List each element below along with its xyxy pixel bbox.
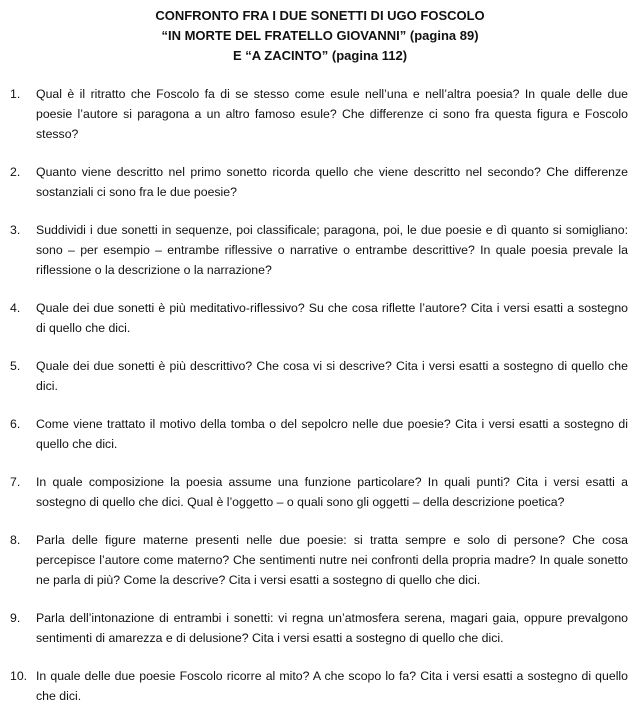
question-text: Parla dell’intonazione di entrambi i sonetti: vi regna un’atmosfera serena, magari gaia, oppure prevalgono sentimenti di amarezza e di delusione? Cita i versi esatti a sostegno di quello che dici. — [36, 611, 628, 645]
question-text: Quale dei due sonetti è più meditativo-riflessivo? Su che cosa riflette l’autore? Cita i versi esatti a sostegno di quello che dici. — [36, 301, 628, 335]
question-item — [10, 530, 630, 590]
title-line-3: E “A ZACINTO” (pagina 112) — [232, 48, 408, 63]
question-item — [10, 298, 630, 338]
question-number: 6. — [10, 417, 21, 431]
question-number: 1. — [10, 87, 21, 101]
question-text: In quale composizione la poesia assume una funzione particolare? In quali punti? Cita i versi esatti a sostegno di quello che dici. Qual è l’oggetto – o quali sono gli oggetti – della descrizione poetica? — [36, 475, 628, 509]
question-list — [10, 84, 630, 706]
question-text: Suddividi i due sonetti in sequenze, poi classificale; paragona, poi, le due poesie e dì quanto si somigliano: sono – per esempio – entrambe riflessive o narrative o entrambe descrittive? In quale poesia prevale la riflessione o la descrizione o la narrazione? — [36, 223, 628, 277]
question-text: In quale delle due poesie Foscolo ricorre al mito? A che scopo lo fa? Cita i versi esatti a sostegno di quello che dici. — [36, 669, 628, 703]
question-item — [10, 162, 630, 202]
question-text: Parla delle figure materne presenti nelle due poesie: si tratta sempre e solo di persone? Che cosa percepisce l’autore come materno? Che sentimenti nutre nei confronti della propria madre? In quale sonetto ne parla di più? Come la descrive? Cita i versi esatti a sostegno di quello che dici. — [36, 533, 628, 587]
question-number: 8. — [10, 533, 21, 547]
question-number: 3. — [10, 223, 21, 237]
question-item — [10, 356, 630, 396]
question-item — [10, 414, 630, 454]
question-number: 7. — [10, 475, 21, 489]
question-text: Come viene trattato il motivo della tomba o del sepolcro nelle due poesie? Cita i versi esatti a sostegno di quello che dici. — [36, 417, 628, 451]
question-number: 10. — [10, 669, 28, 683]
question-number: 4. — [10, 301, 21, 315]
question-text: Quale dei due sonetti è più descrittivo? Che cosa vi si descrive? Cita i versi esatti a sostegno di quello che dici. — [36, 359, 628, 393]
question-text: Quanto viene descritto nel primo sonetto ricorda quello che viene descritto nel secondo? Che differenze sostanziali ci sono fra le due poesie? — [36, 165, 628, 199]
question-item — [10, 472, 630, 512]
question-number: 9. — [10, 611, 21, 625]
document-title — [10, 6, 630, 66]
question-item — [10, 84, 630, 144]
question-text: Qual è il ritratto che Foscolo fa di se stesso come esule nell’una e nell’altra poesia? In quale delle due poesie l’autore si paragona a un altro famoso esule? Che differenze ci sono fra questa figura e Foscolo stesso? — [36, 87, 628, 141]
question-item — [10, 666, 630, 706]
title-line-1: CONFRONTO FRA I DUE SONETTI DI UGO FOSCOLO — [155, 8, 485, 23]
question-item — [10, 220, 630, 280]
question-number: 5. — [10, 359, 21, 373]
question-number: 2. — [10, 165, 21, 179]
title-line-2: “IN MORTE DEL FRATELLO GIOVANNI” (pagina 89) — [161, 28, 479, 43]
question-item — [10, 608, 630, 648]
